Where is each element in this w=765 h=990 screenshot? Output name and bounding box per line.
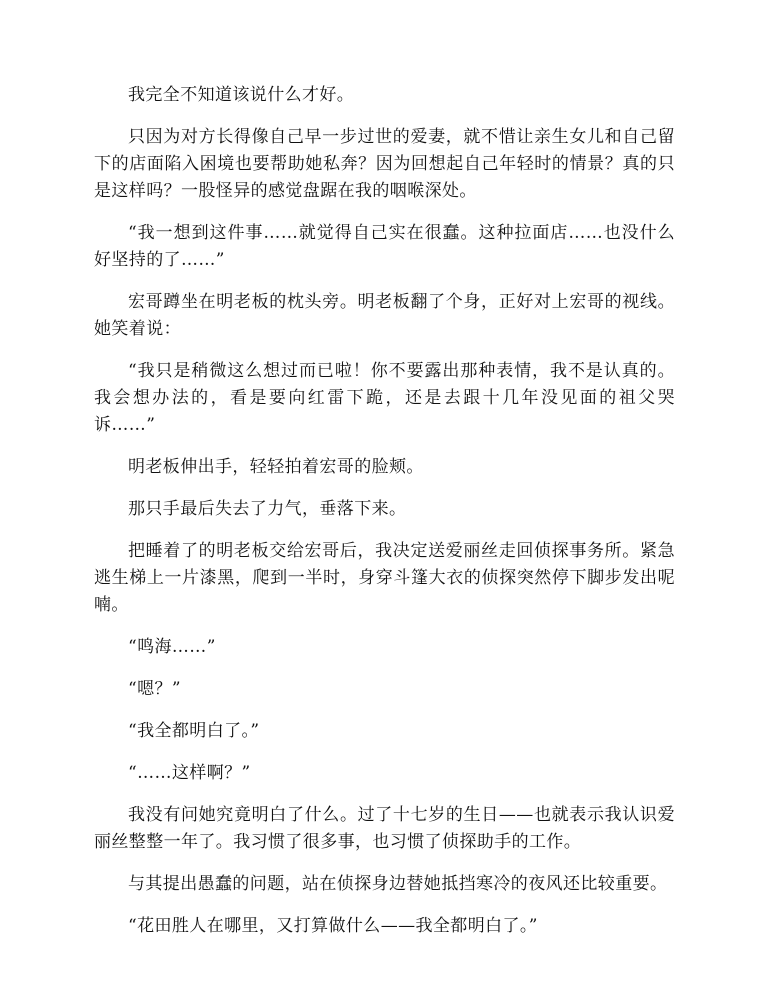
paragraph: 把睡着了的明老板交给宏哥后，我决定送爱丽丝走回侦探事务所。紧急逃生梯上一片漆黑，爬到一半时，身穿斗篷大衣的侦探突然停下脚步发出呢喃。 — [94, 541, 675, 615]
body-text — [94, 82, 675, 955]
paragraph: “我全都明白了。” — [128, 721, 260, 741]
paragraph: 我完全不知道该说什么才好。 — [128, 85, 355, 105]
paragraph: 宏哥蹲坐在明老板的枕头旁。明老板翻了个身，正好对上宏哥的视线。她笑着说： — [94, 292, 675, 339]
paragraph: “鸣海……” — [128, 637, 216, 657]
paragraph: “我一想到这件事……就觉得自己实在很蠢。这种拉面店……也没什么好坚持的了……” — [94, 223, 675, 270]
paragraph: 明老板伸出手，轻轻拍着宏哥的脸颊。 — [128, 457, 424, 477]
paragraph: “……这样啊？” — [128, 763, 251, 783]
paragraph: “嗯？” — [128, 679, 181, 699]
paragraph: 我没有问她究竟明白了什么。过了十七岁的生日——也就表示我认识爱丽丝整整一年了。我习惯了很多事，也习惯了侦探助手的工作。 — [94, 805, 675, 852]
paragraph: 与其提出愚蠢的问题，站在侦探身边替她抵挡寒冷的夜风还比较重要。 — [128, 874, 668, 894]
paragraph: “我只是稍微这么想过而已啦！你不要露出那种表情，我不是认真的。我会想办法的，看是要向红雷下跪，还是去跟十几年没见面的祖父哭诉……” — [94, 361, 675, 435]
paragraph: 只因为对方长得像自己早一步过世的爱妻，就不惜让亲生女儿和自己留下的店面陷入困境也要帮助她私奔？因为回想起自己年轻时的情景？真的只是这样吗？一股怪异的感觉盘踞在我的咽喉深处。 — [94, 127, 675, 201]
paragraph: “花田胜人在哪里，又打算做什么——我全都明白了。” — [128, 916, 538, 936]
paragraph: 那只手最后失去了力气，垂落下来。 — [128, 499, 407, 519]
